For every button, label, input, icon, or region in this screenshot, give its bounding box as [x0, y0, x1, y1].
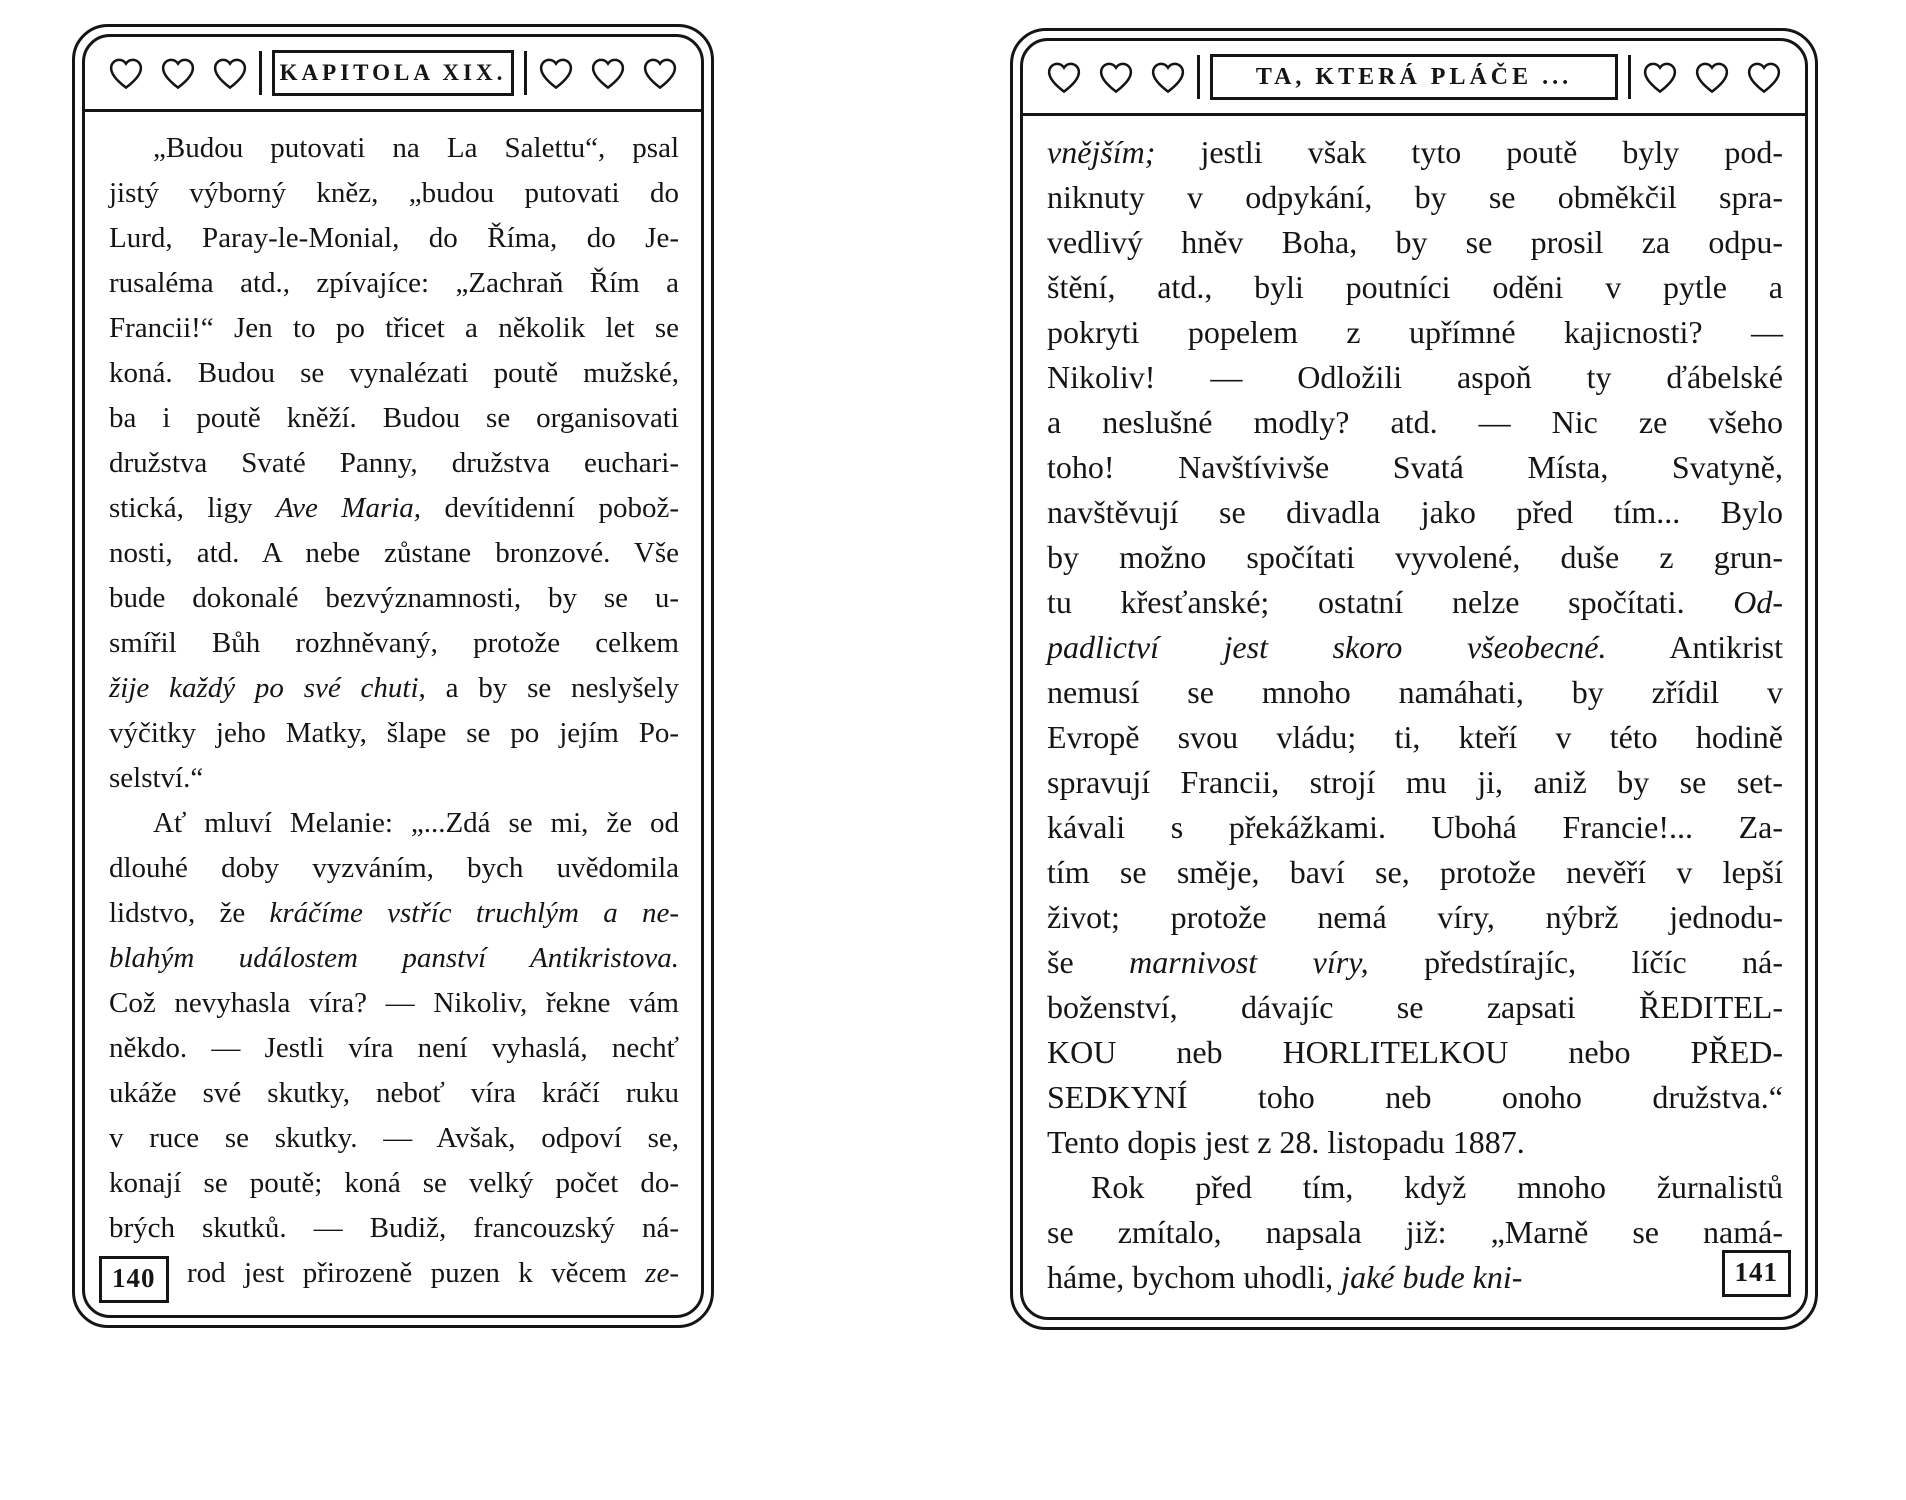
text-line: [1047, 985, 1783, 1030]
text-segment: Antikrist: [1606, 629, 1783, 665]
text-segment: KOU neb HORLITELKOU nebo PŘED-: [1047, 1034, 1783, 1070]
text-segment: Ať mluví Melanie: „...Zdá se mi, že od: [153, 807, 679, 839]
text-line: [109, 666, 679, 711]
text-line: [1047, 1030, 1783, 1075]
text-segment: kráčíme vstříc truchlým a ne-: [269, 897, 679, 929]
text-segment: Ave Maria,: [275, 492, 422, 524]
left-page-body: [85, 112, 701, 1315]
page-number: 141: [1734, 1257, 1778, 1287]
heart-icon: [1097, 59, 1135, 95]
right-header-hearts-left: [1045, 59, 1187, 95]
text-segment: „Budou putovati na La Salettu“, psal: [153, 132, 679, 164]
text-segment: dlouhé doby vyzváním, bych uvědomila: [109, 852, 679, 884]
text-segment: a by se neslyšely: [425, 672, 679, 704]
text-line: [1047, 850, 1783, 895]
text-segment: marnivost víry,: [1129, 944, 1369, 980]
header-divider: [1628, 55, 1631, 99]
text-segment: žije každý po své chuti,: [109, 672, 426, 704]
text-line: [109, 1251, 679, 1296]
left-header-hearts-right: [537, 55, 679, 91]
right-page-header: [1023, 41, 1805, 113]
text-segment: bude dokonalé bezvýznamnosti, by se u-: [109, 582, 679, 614]
text-line: [1047, 175, 1783, 220]
text-line: [1047, 535, 1783, 580]
chapter-title-box: [1210, 54, 1618, 100]
text-segment: blahým událostem panství Antikristova.: [109, 942, 679, 974]
text-line: [109, 756, 679, 801]
text-segment: nemusí se mnoho namáhati, by zřídil v: [1047, 674, 1783, 710]
text-segment: navštěvují se divadla jako před tím... Bylo: [1047, 494, 1783, 530]
text-line: [1047, 580, 1783, 625]
text-segment: by možno spočítati vyvolené, duše z grun-: [1047, 539, 1783, 575]
text-segment: koná. Budou se vynalézati poutě mužské,: [109, 357, 679, 389]
page-number-box: [99, 1256, 169, 1303]
text-segment: Francii!“ Jen to po třicet a několik let se: [109, 312, 679, 344]
text-segment: Nikoliv! — Odložili aspoň ty ďábelské: [1047, 359, 1783, 395]
text-segment: Rok před tím, když mnoho žurnalistů: [1091, 1169, 1783, 1205]
heart-icon: [1149, 59, 1187, 95]
text-segment: tu křesťanské; ostatní nelze spočítati.: [1047, 584, 1734, 620]
text-line: [1047, 445, 1783, 490]
text-segment: stická, ligy: [109, 492, 276, 524]
text-segment: padlictví jest skoro všeobecné.: [1047, 629, 1607, 665]
text-line: [1047, 310, 1783, 355]
text-segment: někdo. — Jestli víra není vyhaslá, nechť: [109, 1032, 679, 1064]
text-line: [109, 891, 679, 936]
text-segment: SEDKYNÍ toho neb onoho družstva.“: [1047, 1079, 1783, 1115]
text-segment: devítidenní pobož-: [421, 492, 679, 524]
text-line: [1047, 805, 1783, 850]
text-line: [1047, 670, 1783, 715]
text-line: [109, 846, 679, 891]
right-page: [1010, 28, 1818, 1330]
page-number-box: [1722, 1250, 1792, 1297]
text-line: [109, 396, 679, 441]
text-segment: jestli však tyto poutě byly pod-: [1155, 134, 1783, 170]
text-segment: háme, bychom uhodli,: [1047, 1259, 1342, 1295]
text-segment: Lurd, Paray-le-Monial, do Říma, do Je-: [109, 222, 679, 254]
header-divider: [1197, 55, 1200, 99]
text-line: [109, 486, 679, 531]
text-line: [109, 261, 679, 306]
left-page-header: [85, 37, 701, 109]
text-line: [1047, 490, 1783, 535]
text-line: [109, 981, 679, 1026]
heart-icon: [537, 55, 575, 91]
text-segment: rod jest přirozeně puzen k věcem: [187, 1257, 646, 1289]
text-segment: předstírajíc, líčíc ná-: [1368, 944, 1784, 980]
text-segment: boženství, dávajíc se zapsati ŘEDITEL-: [1047, 989, 1783, 1025]
text-line: [109, 621, 679, 666]
text-segment: a neslušné modly? atd. — Nic ze všeho: [1047, 404, 1783, 440]
text-segment: toho! Navštívivše Svatá Místa, Svatyně,: [1047, 449, 1783, 485]
text-line: [109, 936, 679, 981]
text-segment: niknuty v odpykání, by se obměkčil spra-: [1047, 179, 1783, 215]
page-number: 140: [112, 1263, 156, 1293]
text-line: [1047, 1255, 1783, 1300]
text-segment: jaké bude kni-: [1341, 1259, 1523, 1295]
text-line: [109, 801, 679, 846]
text-line: [1047, 130, 1783, 175]
heart-icon: [211, 55, 249, 91]
left-header-hearts-left: [107, 55, 249, 91]
text-line: [109, 1161, 679, 1206]
text-segment: se zmítalo, napsala již: „Marně se namá-: [1047, 1214, 1783, 1250]
text-line: [109, 171, 679, 216]
chapter-title: KAPITOLA XIX.: [279, 60, 507, 85]
text-segment: lidstvo, že: [109, 897, 270, 929]
chapter-title-box: [272, 50, 514, 96]
text-segment: nosti, atd. A nebe zůstane bronzové. Vše: [109, 537, 679, 569]
text-segment: kávali s překážkami. Ubohá Francie!... Za-: [1047, 809, 1783, 845]
heart-icon: [159, 55, 197, 91]
text-segment: tím se směje, baví se, protože nevěří v lepší: [1047, 854, 1783, 890]
left-page-frame: [82, 34, 704, 1318]
text-line: [1047, 1210, 1783, 1255]
text-segment: konají se poutě; koná se velký počet do-: [109, 1167, 679, 1199]
text-line: [109, 1116, 679, 1161]
text-line: [1047, 895, 1783, 940]
text-segment: Tento dopis jest z 28. listopadu 1887.: [1047, 1124, 1525, 1160]
text-line: [1047, 355, 1783, 400]
left-page: [72, 24, 714, 1328]
heart-icon: [1693, 59, 1731, 95]
text-line: [1047, 760, 1783, 805]
text-segment: brých skutků. — Budiž, francouzský ná-: [109, 1212, 679, 1244]
text-line: [1047, 625, 1783, 670]
text-segment: Evropě svou vládu; ti, kteří v této hodině: [1047, 719, 1783, 755]
heart-icon: [1045, 59, 1083, 95]
text-line: [109, 576, 679, 621]
right-page-body: [1023, 116, 1805, 1317]
heart-icon: [589, 55, 627, 91]
chapter-title: TA, KTERÁ PLÁČE ...: [1255, 63, 1573, 90]
text-segment: spravují Francii, strojí mu ji, aniž by se set-: [1047, 764, 1783, 800]
text-line: [1047, 715, 1783, 760]
text-line: [109, 441, 679, 486]
text-line: [109, 216, 679, 261]
text-line: [109, 126, 679, 171]
text-segment: jistý výborný kněz, „budou putovati do: [109, 177, 679, 209]
text-line: [1047, 1120, 1783, 1165]
text-line: [1047, 940, 1783, 985]
text-line: [109, 1206, 679, 1251]
text-line: [109, 1071, 679, 1116]
right-page-frame: [1020, 38, 1808, 1320]
text-line: [1047, 265, 1783, 310]
heart-icon: [1641, 59, 1679, 95]
text-line: [109, 351, 679, 396]
text-segment: v ruce se skutky. — Avšak, odpoví se,: [109, 1122, 679, 1154]
text-segment: smířil Bůh rozhněvaný, protože celkem: [109, 627, 679, 659]
text-segment: výčitky jeho Matky, šlape se po jejím Po-: [109, 717, 679, 749]
right-header-hearts-right: [1641, 59, 1783, 95]
text-segment: ukáže své skutky, neboť víra kráčí ruku: [109, 1077, 679, 1109]
text-segment: pokryti popelem z upřímné kajicnosti? —: [1047, 314, 1783, 350]
text-segment: družstva Svaté Panny, družstva euchari-: [109, 447, 679, 479]
text-line: [109, 711, 679, 756]
heart-icon: [1745, 59, 1783, 95]
text-segment: Od-: [1733, 584, 1783, 620]
text-segment: še: [1047, 944, 1130, 980]
text-segment: rusaléma atd., zpívajíce: „Zachraň Řím a: [109, 267, 679, 299]
text-segment: vedlivý hněv Boha, by se prosil za odpu-: [1047, 224, 1783, 260]
text-line: [109, 1026, 679, 1071]
text-line: [109, 306, 679, 351]
text-segment: ze-: [645, 1257, 679, 1289]
text-line: [1047, 400, 1783, 445]
text-line: [1047, 1075, 1783, 1120]
text-line: [1047, 220, 1783, 265]
text-segment: vnějším;: [1047, 134, 1156, 170]
text-line: [109, 531, 679, 576]
heart-icon: [641, 55, 679, 91]
header-divider: [524, 51, 527, 95]
header-divider: [259, 51, 262, 95]
text-segment: ba i poutě kněží. Budou se organisovati: [109, 402, 679, 434]
text-segment: štění, atd., byli poutníci oděni v pytle a: [1047, 269, 1783, 305]
heart-icon: [107, 55, 145, 91]
text-segment: Což nevyhasla víra? — Nikoliv, řekne vám: [109, 987, 679, 1019]
text-line: [1047, 1165, 1783, 1210]
text-segment: selství.“: [109, 762, 204, 794]
text-segment: život; protože nemá víry, nýbrž jednodu-: [1047, 899, 1783, 935]
